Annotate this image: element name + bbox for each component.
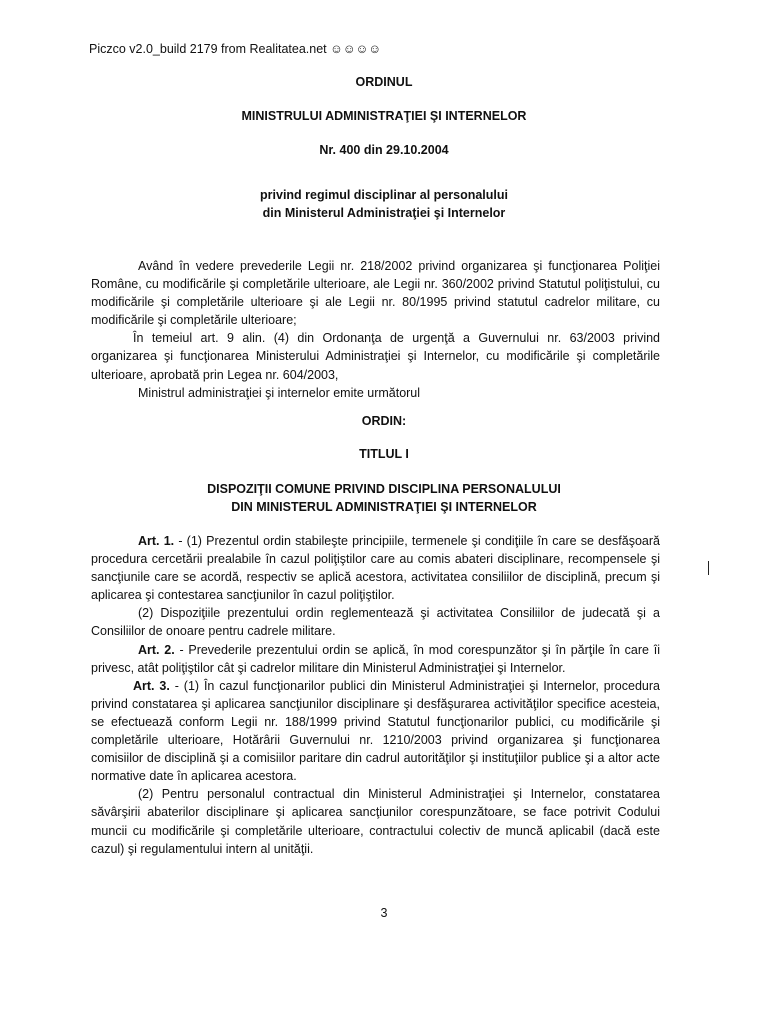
ordin-heading: ORDIN: (361, 414, 407, 428)
article-3-label: Art. 3. (133, 678, 170, 693)
article-1-paragraph-1 (91, 532, 660, 604)
articles (91, 532, 660, 858)
subject-line-1: privind regimul disciplinar al personalului (260, 188, 508, 202)
preamble-paragraph: În temeiul art. 9 alin. (4) din Ordonanţa de urgenţă a Guvernului nr. 63/2003 privind organizarea şi funcţionarea Ministerului Administraţiei şi Internelor, cu modificările şi completările ulterioare, aprobată prin Legea nr. 604/2003, (91, 331, 660, 382)
article-1-text: - (1) Prezentul ordin stabileşte principiile, termenele şi condiţiile în care se desfăşoară procedura cercetării prealabile în cazul poliţiştilor care au comis abateri disciplinare, recompensele şi sancţiunile care se acordă, respectiv se aplică acestora, activitatea consiliilor de disciplină, precum şi aplicarea şi contestarea sancţiunilor în cazul poliţiştilor. (91, 534, 660, 603)
subject-line-2: din Ministerul Administraţiei şi Internelor (262, 206, 506, 220)
page-number: 3 (380, 906, 388, 920)
title-heading: TITLUL I (359, 447, 409, 461)
order-title: ORDINUL (355, 75, 413, 89)
section-heading-line-2: DIN MINISTERUL ADMINISTRAŢIEI ŞI INTERNELOR (231, 500, 537, 514)
order-number: Nr. 400 din 29.10.2004 (319, 143, 449, 157)
page-header: Piczco v2.0_build 2179 from Realitatea.net ☺☺☺☺ (89, 42, 382, 56)
article-3-paragraph-1 (91, 677, 660, 786)
preamble (91, 257, 660, 402)
article-1-paragraph-2: (2) Dispoziţiile prezentului ordin reglementează şi activitatea Consiliilor de judecată şi a Consiliilor de onoare pentru cadrele militare. (91, 606, 660, 639)
article-3-paragraph-2: (2) Pentru personalul contractual din Ministerul Administraţiei şi Internelor, constatarea săvârşirii abaterilor disciplinare şi aplicarea sancţiunilor corespunzătoare, se face potrivit Codului muncii cu modificările şi completările ulterioare, contractului colectiv de muncă aplicabil (dacă este cazul) şi regulamentului intern al unităţii. (91, 787, 660, 856)
article-2-paragraph-1 (91, 641, 660, 677)
preamble-paragraph: Având în vedere prevederile Legii nr. 218/2002 privind organizarea şi funcţionarea Poliţiei Române, cu modificările şi completările ulterioare, ale Legii nr. 360/2002 privind Statutul poliţistului, cu modificările şi completările ulterioare şi ale Legii nr. 80/1995 privind statutul cadrelor militare, cu modificările şi completările ulterioare; (91, 259, 660, 328)
article-2-label: Art. 2. (138, 642, 175, 657)
article-3-text: - (1) În cazul funcţionarilor publici din Ministerul Administraţiei şi Internelor, procedura privind constatarea şi aplicarea sancţiunilor disciplinare şi desfăşurarea activităţilor specifice acesteia, se efectuează conform Legii nr. 188/1999 privind Statutul funcţionarilor publici, cu modificările şi completările ulterioare, Hotărârii Guvernului nr. 1210/2003 privind organizarea şi funcţionarea comisiilor de disciplină şi a comisiilor paritare din cadrul autorităţilor şi instituţiilor publice şi a altor acte normative date în aplicarea acestora. (91, 678, 660, 784)
text-cursor (708, 561, 709, 575)
section-heading-line-1: DISPOZIŢII COMUNE PRIVIND DISCIPLINA PERSONALULUI (207, 482, 561, 496)
article-2-text: - Prevederile prezentului ordin se aplică, în mod corespunzător şi în părţile în care îi privesc, atât poliţiştilor cât şi cadrelor militare din Ministerul Administraţiei şi Internelor. (91, 642, 660, 675)
article-1-label: Art. 1. (138, 534, 175, 548)
ministry-title: MINISTRULUI ADMINISTRAŢIEI ŞI INTERNELOR (241, 109, 527, 123)
preamble-paragraph: Ministrul administraţiei şi internelor emite următorul (138, 385, 421, 400)
